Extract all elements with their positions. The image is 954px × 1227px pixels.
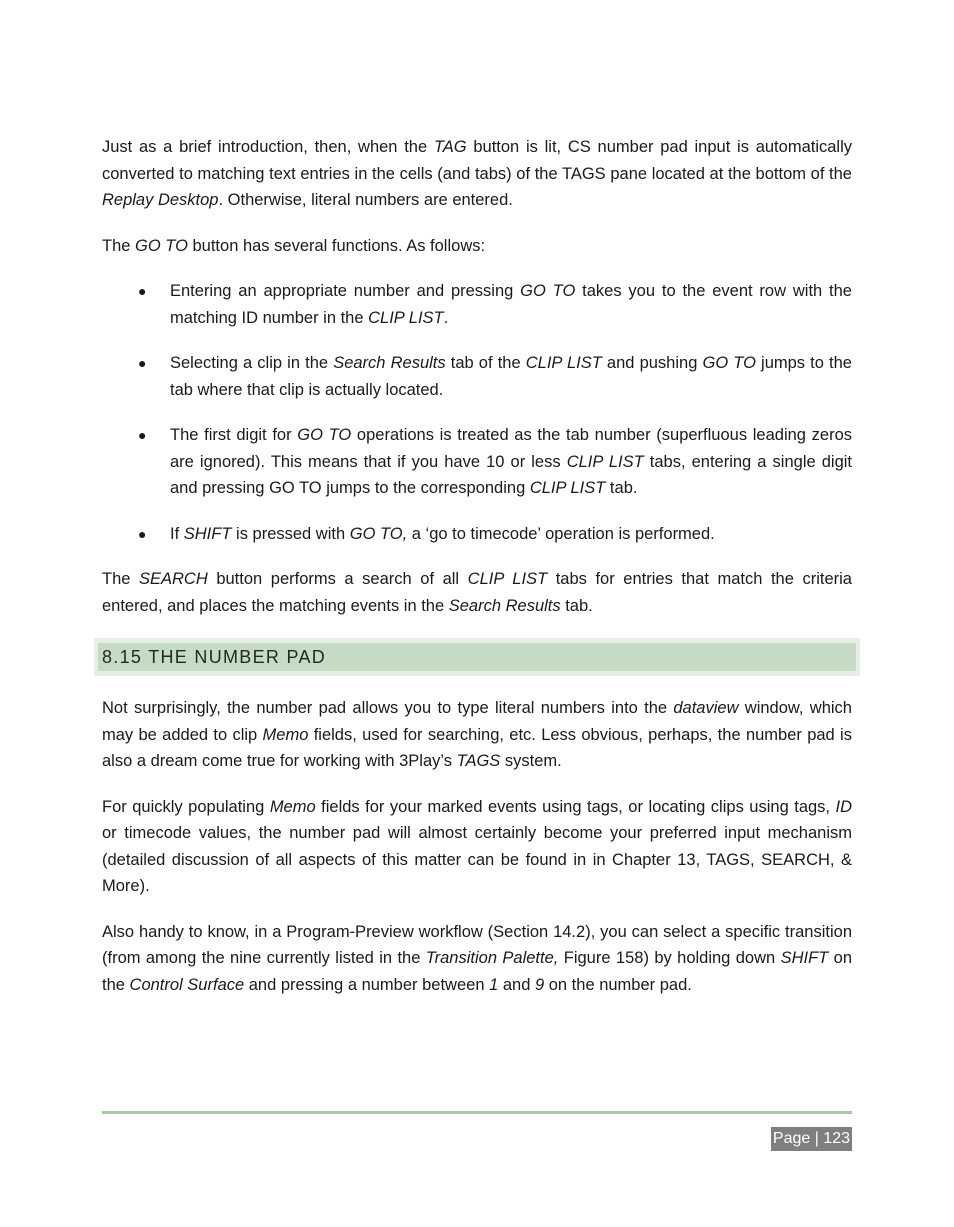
text-run: tab of the (445, 354, 526, 372)
text-run: The (102, 236, 136, 255)
number-pad-paragraph-2 (102, 794, 852, 900)
text-run: . (443, 308, 449, 327)
goto-functions-list (102, 278, 852, 547)
italic-run: SHIFT (183, 524, 232, 543)
text-run: tabs, entering a single digit and pressing GO TO jumps to the corresponding (170, 452, 852, 497)
italic-run: Search Results (333, 354, 446, 372)
text-run: is pressed with (231, 524, 350, 543)
italic-run: CLIP LIST (529, 479, 606, 497)
text-run: button is lit, CS number pad input is automatically converted to matching text entries in the cells (and tabs) of the TAGS pane located at the bottom of the (102, 138, 852, 183)
list-item (102, 278, 852, 331)
text-run: . Otherwise, literal numbers are entered. (218, 191, 513, 209)
search-paragraph (102, 566, 852, 619)
intro-paragraph (102, 134, 852, 214)
text-run: a ‘go to timecode’ operation is performed. (407, 524, 715, 543)
bullet-icon: ● (138, 427, 147, 443)
text-run: Entering an appropriate number and pressing (170, 282, 521, 300)
italic-run: GO TO, (349, 524, 408, 543)
text-run: Selecting a clip in the (170, 354, 334, 372)
text-run: If (170, 524, 184, 543)
text-run: window, which may be added to clip (102, 699, 852, 744)
italic-run: 9 (534, 975, 545, 994)
text-run: takes you to the event row with the matching ID number in the (170, 282, 852, 327)
text-run: tabs for entries that match the criteria entered, and places the matching events in the (102, 570, 852, 615)
italic-run: TAGS (456, 752, 501, 770)
text-run: The (102, 570, 139, 588)
italic-run: ID (835, 797, 852, 816)
text-run: Just as a brief introduction, then, when the (102, 138, 434, 156)
text-run: system. (500, 752, 562, 770)
italic-run: Replay Desktop (102, 191, 219, 209)
italic-run: Search Results (448, 596, 561, 615)
italic-run: SHIFT (780, 949, 829, 967)
text-run: and (498, 975, 535, 994)
bullet-icon: ● (138, 525, 147, 542)
italic-run: GO TO (702, 354, 756, 372)
text-run: Also handy to know, in a Program-Preview workflow (Section 14.2), you can select a specific transition (from among the nine currently listed in the (102, 922, 852, 967)
text-run: or timecode values, the number pad will almost certainly become your preferred input mechanism (detailed discussion of all aspects of this matter can be found in in Chapter 13, TAGS, SEARCH, & More). (102, 824, 852, 895)
italic-run: CLIP LIST (566, 452, 644, 471)
italic-run: Transition Palette, (425, 949, 559, 967)
number-pad-paragraph-1 (102, 695, 852, 775)
number-pad-paragraph-3 (102, 919, 852, 999)
list-item (102, 350, 852, 403)
text-run: Not surprisingly, the number pad allows you to type literal numbers into the (102, 699, 674, 717)
list-item (102, 422, 852, 502)
text-run: operations is treated as the tab number (superfluous leading zeros are ignored). This means that if you have 10 or less (170, 426, 852, 471)
italic-run: Memo (269, 797, 316, 816)
text-run: jumps to the tab where that clip is actually located. (170, 354, 852, 399)
page-number: Page | 123 (771, 1127, 852, 1151)
text-run: and pushing (601, 354, 703, 372)
text-run: The first digit for (170, 426, 298, 444)
italic-run: Control Surface (129, 975, 245, 994)
text-run: tab. (560, 596, 593, 615)
italic-run: CLIP LIST (525, 354, 602, 372)
goto-intro-paragraph (102, 233, 852, 260)
footer-rule (102, 1111, 852, 1114)
section-heading-box (94, 638, 860, 676)
text-run: button has several functions. As follows: (187, 236, 486, 255)
italic-run: Memo (262, 725, 309, 744)
text-run: For quickly populating (102, 797, 270, 816)
text-run: and pressing a number between (244, 975, 490, 994)
italic-run: 1 (489, 975, 499, 994)
text-run: fields, used for searching, etc. Less obvious, perhaps, the number pad is also a dream come true for working with 3Play’s (102, 725, 852, 770)
italic-run: GO TO (135, 236, 188, 255)
italic-run: GO TO (520, 282, 576, 300)
text-run: tab. (605, 479, 638, 497)
italic-run: SEARCH (139, 570, 208, 588)
bullet-icon: ● (138, 355, 147, 371)
text-run: on the (102, 949, 853, 994)
italic-run: dataview (673, 699, 739, 717)
list-item (102, 521, 852, 548)
text-run: Figure 158) by holding down (558, 949, 781, 967)
text-run: button performs a search of all (207, 570, 468, 588)
italic-run: GO TO (297, 426, 352, 444)
italic-run: CLIP LIST (368, 308, 444, 327)
section-heading: 8.15 THE NUMBER PAD (98, 643, 856, 671)
text-run: fields for your marked events using tags, or locating clips using tags, (315, 797, 836, 816)
bullet-icon: ● (138, 283, 147, 299)
italic-run: TAG (433, 138, 467, 156)
page-content (102, 134, 852, 1017)
text-run: on the number pad. (544, 975, 692, 994)
italic-run: CLIP LIST (467, 570, 548, 588)
